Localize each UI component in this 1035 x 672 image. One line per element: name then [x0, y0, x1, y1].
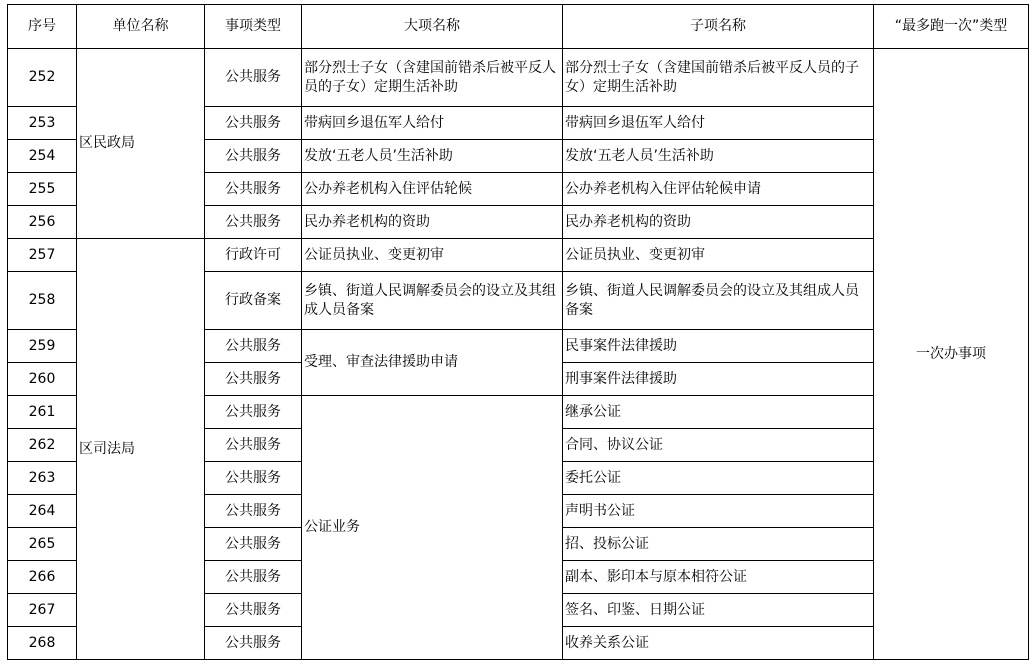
header-sub-item: 子项名称: [563, 5, 874, 49]
sub-item: 副本、影印本与原本相符公证: [563, 561, 874, 594]
item-type: 行政许可: [205, 239, 302, 272]
table-row: [8, 49, 1029, 107]
item-type: 公共服务: [205, 462, 302, 495]
item-type: 公共服务: [205, 206, 302, 239]
item-type: 公共服务: [205, 107, 302, 140]
sub-item: 民办养老机构的资助: [563, 206, 874, 239]
header-seq: 序号: [8, 5, 77, 49]
item-type: 公共服务: [205, 330, 302, 363]
sub-item: 部分烈士子女（含建国前错杀后被平反人员的子女）定期生活补助: [563, 49, 874, 107]
major-item: 公证员执业、变更初审: [302, 239, 563, 272]
row-number: 260: [8, 363, 77, 396]
row-number: 252: [8, 49, 77, 107]
sub-item: 签名、印鉴、日期公证: [563, 594, 874, 627]
item-type: 公共服务: [205, 528, 302, 561]
sub-item: 招、投标公证: [563, 528, 874, 561]
header-run-type: “最多跑一次”类型: [874, 5, 1029, 49]
major-item: 公办养老机构入住评估轮候: [302, 173, 563, 206]
major-item: 民办养老机构的资助: [302, 206, 563, 239]
row-number: 263: [8, 462, 77, 495]
sub-item: 委托公证: [563, 462, 874, 495]
row-number: 255: [8, 173, 77, 206]
row-number: 257: [8, 239, 77, 272]
row-number: 253: [8, 107, 77, 140]
major-item: 部分烈士子女（含建国前错杀后被平反人员的子女）定期生活补助: [302, 49, 563, 107]
row-number: 268: [8, 627, 77, 660]
item-type: 公共服务: [205, 561, 302, 594]
row-number: 256: [8, 206, 77, 239]
row-number: 254: [8, 140, 77, 173]
sub-item: 民事案件法律援助: [563, 330, 874, 363]
row-number: 262: [8, 429, 77, 462]
major-item: 乡镇、街道人民调解委员会的设立及其组成人员备案: [302, 272, 563, 330]
item-type: 公共服务: [205, 495, 302, 528]
sub-item: 公证员执业、变更初审: [563, 239, 874, 272]
unit-name-civil-affairs: 区民政局: [77, 49, 205, 239]
item-type: 行政备案: [205, 272, 302, 330]
header-row: [8, 5, 1029, 49]
row-number: 258: [8, 272, 77, 330]
item-type: 公共服务: [205, 594, 302, 627]
item-type: 公共服务: [205, 429, 302, 462]
major-item: 公证业务: [302, 396, 563, 660]
sub-item: 声明书公证: [563, 495, 874, 528]
item-type: 公共服务: [205, 363, 302, 396]
sub-item: 乡镇、街道人民调解委员会的设立及其组成人员备案: [563, 272, 874, 330]
sub-item: 收养关系公证: [563, 627, 874, 660]
row-number: 265: [8, 528, 77, 561]
sub-item: 继承公证: [563, 396, 874, 429]
run-type-value: 一次办事项: [874, 49, 1029, 660]
sub-item: 发放‘五老人员’生活补助: [563, 140, 874, 173]
row-number: 264: [8, 495, 77, 528]
major-item: 发放‘五老人员’生活补助: [302, 140, 563, 173]
row-number: 261: [8, 396, 77, 429]
sub-item: 合同、协议公证: [563, 429, 874, 462]
item-type: 公共服务: [205, 396, 302, 429]
header-unit: 单位名称: [77, 5, 205, 49]
header-major-item: 大项名称: [302, 5, 563, 49]
sub-item: 公办养老机构入住评估轮候申请: [563, 173, 874, 206]
major-item: 带病回乡退伍军人给付: [302, 107, 563, 140]
sub-item: 刑事案件法律援助: [563, 363, 874, 396]
major-item: 受理、审查法律援助申请: [302, 330, 563, 396]
row-number: 266: [8, 561, 77, 594]
item-type: 公共服务: [205, 173, 302, 206]
row-number: 259: [8, 330, 77, 363]
item-type: 公共服务: [205, 140, 302, 173]
sub-item: 带病回乡退伍军人给付: [563, 107, 874, 140]
item-type: 公共服务: [205, 49, 302, 107]
row-number: 267: [8, 594, 77, 627]
service-items-table: [7, 4, 1029, 660]
unit-name-justice: 区司法局: [77, 239, 205, 660]
item-type: 公共服务: [205, 627, 302, 660]
header-item-type: 事项类型: [205, 5, 302, 49]
